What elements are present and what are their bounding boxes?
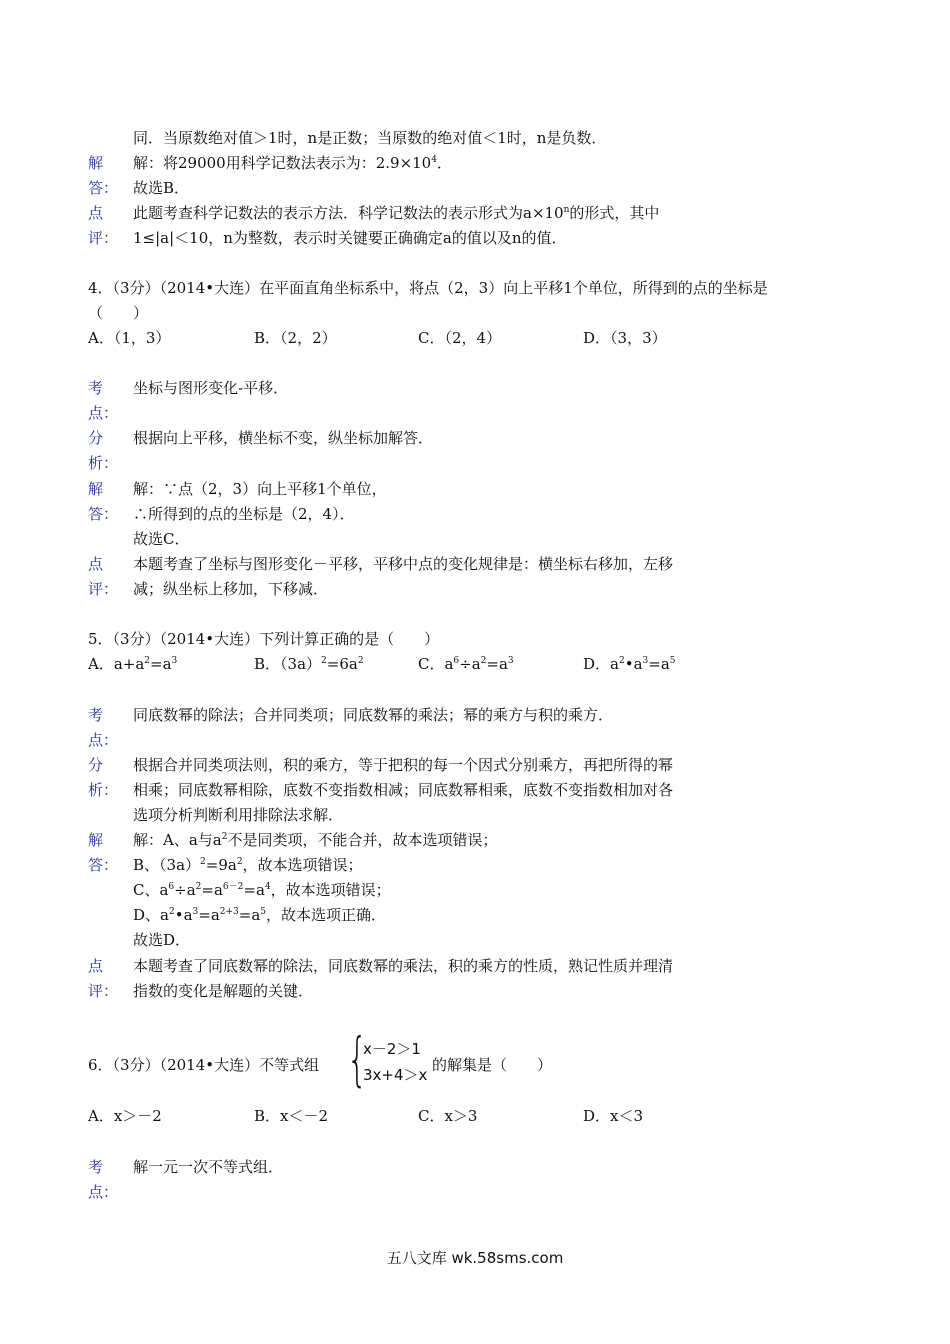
q3-jieda-label-2: 答： [88,179,119,197]
q4-stem: 4．（3分）（2014•大连）在平面直角坐标系中，将点（2，3）向上平移1个单位，所得到的点的坐标是 [88,279,768,297]
q5-kaodian: 同底数幂的除法；合并同类项；同底数幂的乘法；幂的乘方与积的乘方． [133,706,614,724]
q5-dianping-label-2: 评： [88,982,119,1000]
q4-jieda-label-2: 答： [88,505,119,523]
q4-fenxi: 根据向上平移，横坐标不变，纵坐标加解答． [133,429,434,447]
q3-jieda-label-1: 解 [88,154,104,172]
q5-comment-line-2: 指数的变化是解题的关键． [133,982,314,1000]
q6-option-d: D．x＜3 [583,1107,644,1125]
q4-stem-2: （ ） [88,304,149,322]
q4-fenxi-label-1: 分 [88,429,104,447]
q5-answer-line-2: B、$(3a)^2=9a^2$，故本选项错误； [133,856,363,874]
q4-kaodian-label-2: 点： [88,404,119,422]
q5-dianping-label-1: 点 [88,957,104,975]
q4-option-c: C．（2，4） [418,329,502,347]
inequality-1: x－2＞1 [363,1040,421,1058]
q5-fenxi-line-1: 根据合并同类项法则，积的乘方，等于把积的每一个因式分别乘方，再把所得的幂 [133,756,674,774]
q5-stem: 5．（3分）（2014•大连）下列计算正确的是（ ） [88,630,440,648]
q3-comment-line-2: 1≤|a|＜10，n为整数，表示时关键要正确确定a的值以及n的值． [133,229,567,247]
q5-option-a: A．$a+a^2=a^3$ [88,655,178,673]
q5-fenxi-label-1: 分 [88,756,104,774]
q5-kaodian-label-2: 点： [88,731,119,749]
q3-answer-line-1: 解：将29000用科学记数法表示为：$2.9\times 10^4$． [133,154,452,172]
q4-option-a: A．（1，3） [88,329,171,347]
q5-answer-line-1: 解：A、a与$a^2$不是同类项，不能合并，故本选项错误； [133,831,498,849]
q4-comment-line-1: 本题考查了坐标与图形变化－平移，平移中点的变化规律是：横坐标右移加，左移 [133,555,674,573]
q4-option-b: B．（2，2） [254,329,337,347]
q5-jieda-label-2: 答： [88,856,119,874]
q5-option-d: D．$a^2•a^3=a^5$ [583,655,676,673]
q5-jieda-label-1: 解 [88,831,104,849]
q5-answer-line-5: 故选D． [133,931,191,949]
q6-option-c: C．x＞3 [418,1107,478,1125]
brace-icon: { [347,1025,368,1093]
q6-kaodian: 解一元一次不等式组． [133,1158,284,1176]
inequality-2: 3x+4＞x [363,1066,428,1084]
inequality-system [347,1025,437,1094]
q6-kaodian-label-1: 考 [88,1158,104,1176]
q6-option-b: B．x＜－2 [254,1107,329,1125]
q6-option-a: A．x＞－2 [88,1107,162,1125]
q5-fenxi-label-2: 析： [88,781,119,799]
q3-line-1: 同．当原数绝对值＞1时，n是正数；当原数的绝对值＜1时，n是负数． [133,129,607,147]
q5-option-c: C．$a^6\div a^2=a^3$ [418,655,514,673]
q4-dianping-label-2: 评： [88,580,119,598]
q5-comment-line-1: 本题考查了同底数幂的除法，同底数幂的乘法，积的乘方的性质，熟记性质并理清 [133,957,674,975]
q4-answer-line-1: 解：∵点（2，3）向上平移1个单位， [133,480,387,498]
q5-fenxi-line-3: 选项分析判断利用排除法求解． [133,806,344,824]
q5-fenxi-line-2: 相乘；同底数幂相除，底数不变指数相减；同底数幂相乘，底数不变指数相加对各 [133,781,674,799]
q4-option-d: D．（3，3） [583,329,667,347]
q4-answer-line-3: 故选C． [133,530,190,548]
q4-kaodian-label-1: 考 [88,379,104,397]
q4-answer-line-2: ∴所得到的点的坐标是（2，4）． [133,505,355,523]
q5-answer-line-4: D、$a^2•a^3=a^{2+3}=a^5$，故本选项正确． [133,906,387,924]
q5-answer-line-3: C、$a^6\div a^2=a^{6-2}=a^4$，故本选项错误； [133,881,391,899]
q3-answer-line-2: 故选B． [133,179,190,197]
q6-stem-a: 6．（3分）（2014•大连）不等式组 [88,1056,320,1074]
q5-kaodian-label-1: 考 [88,706,104,724]
q3-comment-line-1: 此题考查科学记数法的表示方法．科学记数法的表示形式为$a\times 10^n$的形式，其中 [133,204,660,222]
q6-stem-b: 的解集是（ ） [432,1056,553,1074]
q4-comment-line-2: 减；纵坐标上移加，下移减． [133,580,329,598]
q4-kaodian: 坐标与图形变化-平移． [133,379,289,397]
q4-fenxi-label-2: 析： [88,454,119,472]
q6-kaodian-label-2: 点： [88,1183,119,1201]
q3-dianping-label-1: 点 [88,204,104,222]
q4-jieda-label-1: 解 [88,480,104,498]
footer-watermark: 五八文库 wk.58sms.com [386,1249,564,1267]
q3-dianping-label-2: 评： [88,229,119,247]
q4-dianping-label-1: 点 [88,555,104,573]
q5-option-b: B．$(3a)^2=6a^2$ [254,655,364,673]
